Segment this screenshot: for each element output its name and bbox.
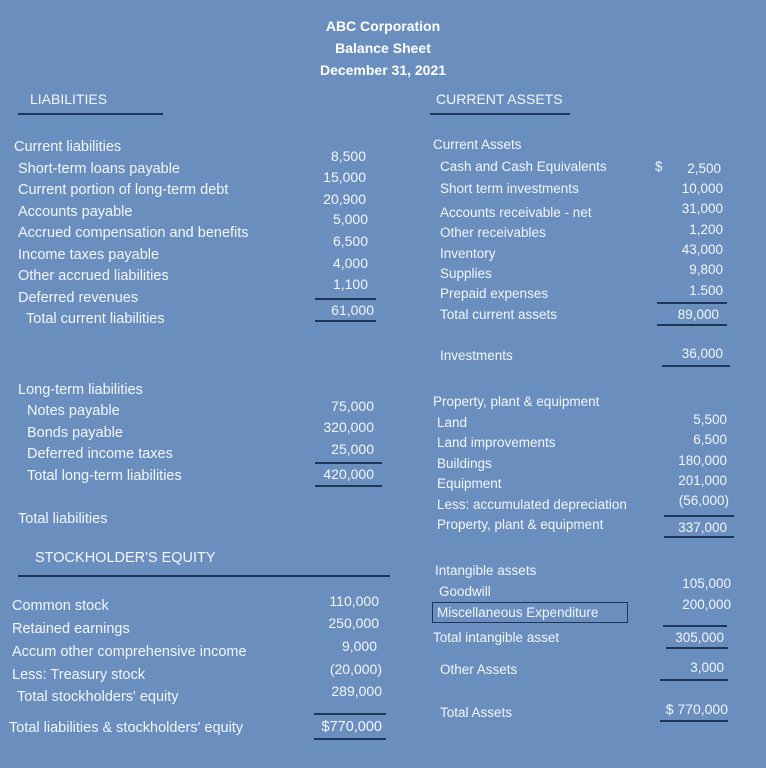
line-item-value: 4,000 — [332, 255, 368, 271]
line-item-value: 10,000 — [681, 181, 723, 196]
total-intangible-value: 305,000 — [675, 630, 724, 645]
line-item-label: Land improvements — [437, 435, 556, 450]
line-item-label: Equipment — [437, 476, 502, 491]
long-term-liabilities-heading: Long-term liabilities — [18, 382, 143, 398]
line-item-value: 5,000 — [332, 211, 368, 227]
line-item-value: 320,000 — [323, 419, 374, 435]
liabilities-heading: LIABILITIES — [30, 91, 108, 107]
line-item-value: 250,000 — [328, 615, 379, 631]
divider — [18, 575, 390, 577]
total-rule — [315, 320, 376, 322]
line-item-value: 8,500 — [330, 148, 366, 164]
line-item-label: Buildings — [437, 456, 492, 471]
line-item-value: 2,500 — [687, 161, 721, 176]
line-item-label: Prepaid expenses — [440, 286, 549, 301]
line-item-label: Less: Treasury stock — [12, 667, 145, 683]
line-item-label: Accum other comprehensive income — [12, 644, 247, 660]
current-assets-heading-label: Current Assets — [433, 137, 522, 152]
ppe-total-label: Property, plant & equipment — [437, 517, 604, 532]
line-item-value: 20,900 — [323, 191, 366, 207]
currency-symbol: $ — [655, 159, 663, 174]
line-item-value: 201,000 — [678, 473, 727, 488]
line-item-value: 9,000 — [341, 638, 377, 654]
line-item-value: 200,000 — [682, 597, 731, 612]
intangible-heading: Intangible assets — [435, 563, 537, 578]
total-liabilities-equity-value: $770,000 — [321, 719, 382, 735]
total-assets-label: Total Assets — [440, 705, 513, 720]
line-item-label: Land — [437, 415, 468, 430]
line-item-label: Inventory — [440, 246, 496, 261]
line-item-value: 15,000 — [323, 169, 366, 185]
total-equity-value: 289,000 — [331, 683, 382, 699]
line-item-label: Accrued compensation and benefits — [18, 225, 249, 241]
line-item-value: 6,500 — [332, 233, 368, 249]
line-item-value: (56,000) — [678, 493, 729, 508]
current-assets-heading: CURRENT ASSETS — [436, 91, 563, 107]
line-item-value: 5,500 — [693, 412, 727, 427]
total-rule — [664, 536, 734, 538]
total-current-liabilities-value: 61,000 — [331, 302, 374, 318]
total-liabilities-label: Total liabilities — [18, 511, 108, 527]
total-current-assets-label: Total current assets — [440, 307, 558, 322]
total-equity-label: Total stockholders' equity — [17, 689, 179, 705]
total-current-liabilities-label: Total current liabilities — [26, 311, 165, 327]
total-rule — [662, 365, 730, 367]
total-rule — [666, 647, 728, 649]
line-item-value: 110,000 — [329, 593, 379, 609]
total-intangible-label: Total intangible asset — [433, 630, 560, 645]
company-name: ABC Corporation — [325, 18, 441, 34]
divider — [430, 113, 570, 115]
other-assets-label: Other Assets — [440, 662, 518, 677]
investments-value: 36,000 — [681, 346, 723, 361]
line-item-value: 1,100 — [332, 276, 368, 292]
line-item-label: Other receivables — [440, 225, 546, 240]
statement-date: December 31, 2021 — [319, 62, 447, 78]
line-item-label: Other accrued liabilities — [18, 268, 169, 284]
divider — [18, 113, 163, 115]
other-assets-value: 3,000 — [690, 660, 724, 675]
total-rule — [660, 679, 728, 681]
total-long-term-liabilities-label: Total long-term liabilities — [27, 468, 182, 484]
highlighted-line-item-label: Miscellaneous Expenditure — [432, 602, 628, 623]
line-item-value: 6,500 — [693, 432, 727, 447]
total-rule — [315, 485, 382, 487]
line-item-label: Short term investments — [440, 181, 579, 196]
total-long-term-liabilities-value: 420,000 — [323, 466, 374, 482]
ppe-total-value: 337,000 — [678, 520, 727, 535]
line-item-label: Retained earnings — [12, 621, 130, 637]
line-item-label: Accounts payable — [18, 204, 133, 220]
line-item-value: 31,000 — [681, 201, 723, 216]
total-current-assets-value: 89,000 — [677, 307, 719, 322]
total-liabilities-equity-label: Total liabilities & stockholders' equity — [9, 720, 244, 736]
line-item-label: Notes payable — [27, 403, 120, 419]
total-rule — [657, 324, 727, 326]
line-item-label: Current portion of long-term debt — [18, 182, 229, 198]
line-item-label: Cash and Cash Equivalents — [440, 159, 607, 174]
line-item-label: Bonds payable — [27, 425, 123, 441]
total-assets-value: $ 770,000 — [665, 701, 728, 717]
line-item-value: 1.500 — [689, 283, 723, 298]
statement-title: Balance Sheet — [335, 40, 431, 56]
current-liabilities-heading: Current liabilities — [14, 139, 122, 155]
line-item-value: 25,000 — [331, 441, 374, 457]
line-item-label: Goodwill — [439, 584, 491, 599]
line-item-value: (20,000) — [329, 661, 382, 677]
subtotal-rule — [314, 713, 386, 715]
ppe-heading: Property, plant & equipment — [433, 394, 600, 409]
investments-label: Investments — [440, 348, 513, 363]
line-item-label: Less: accumulated depreciation — [437, 497, 627, 512]
line-item-label: Common stock — [12, 598, 109, 614]
line-item-value: 105,000 — [682, 576, 731, 591]
total-rule — [314, 738, 386, 740]
line-item-value: 75,000 — [331, 398, 374, 414]
line-item-value: 43,000 — [681, 242, 723, 257]
line-item-label: Income taxes payable — [18, 247, 160, 263]
line-item-label: Short-term loans payable — [18, 161, 180, 177]
line-item-value: 9,800 — [689, 262, 723, 277]
line-item-value: 1,200 — [689, 222, 723, 237]
line-item-label: Supplies — [440, 266, 492, 281]
line-item-label: Accounts receivable - net — [440, 205, 592, 220]
line-item-label: Deferred income taxes — [27, 446, 173, 462]
line-item-value: 180,000 — [678, 453, 727, 468]
equity-heading: STOCKHOLDER'S EQUITY — [35, 550, 216, 566]
total-rule — [660, 720, 728, 722]
line-item-label: Deferred revenues — [18, 290, 139, 306]
